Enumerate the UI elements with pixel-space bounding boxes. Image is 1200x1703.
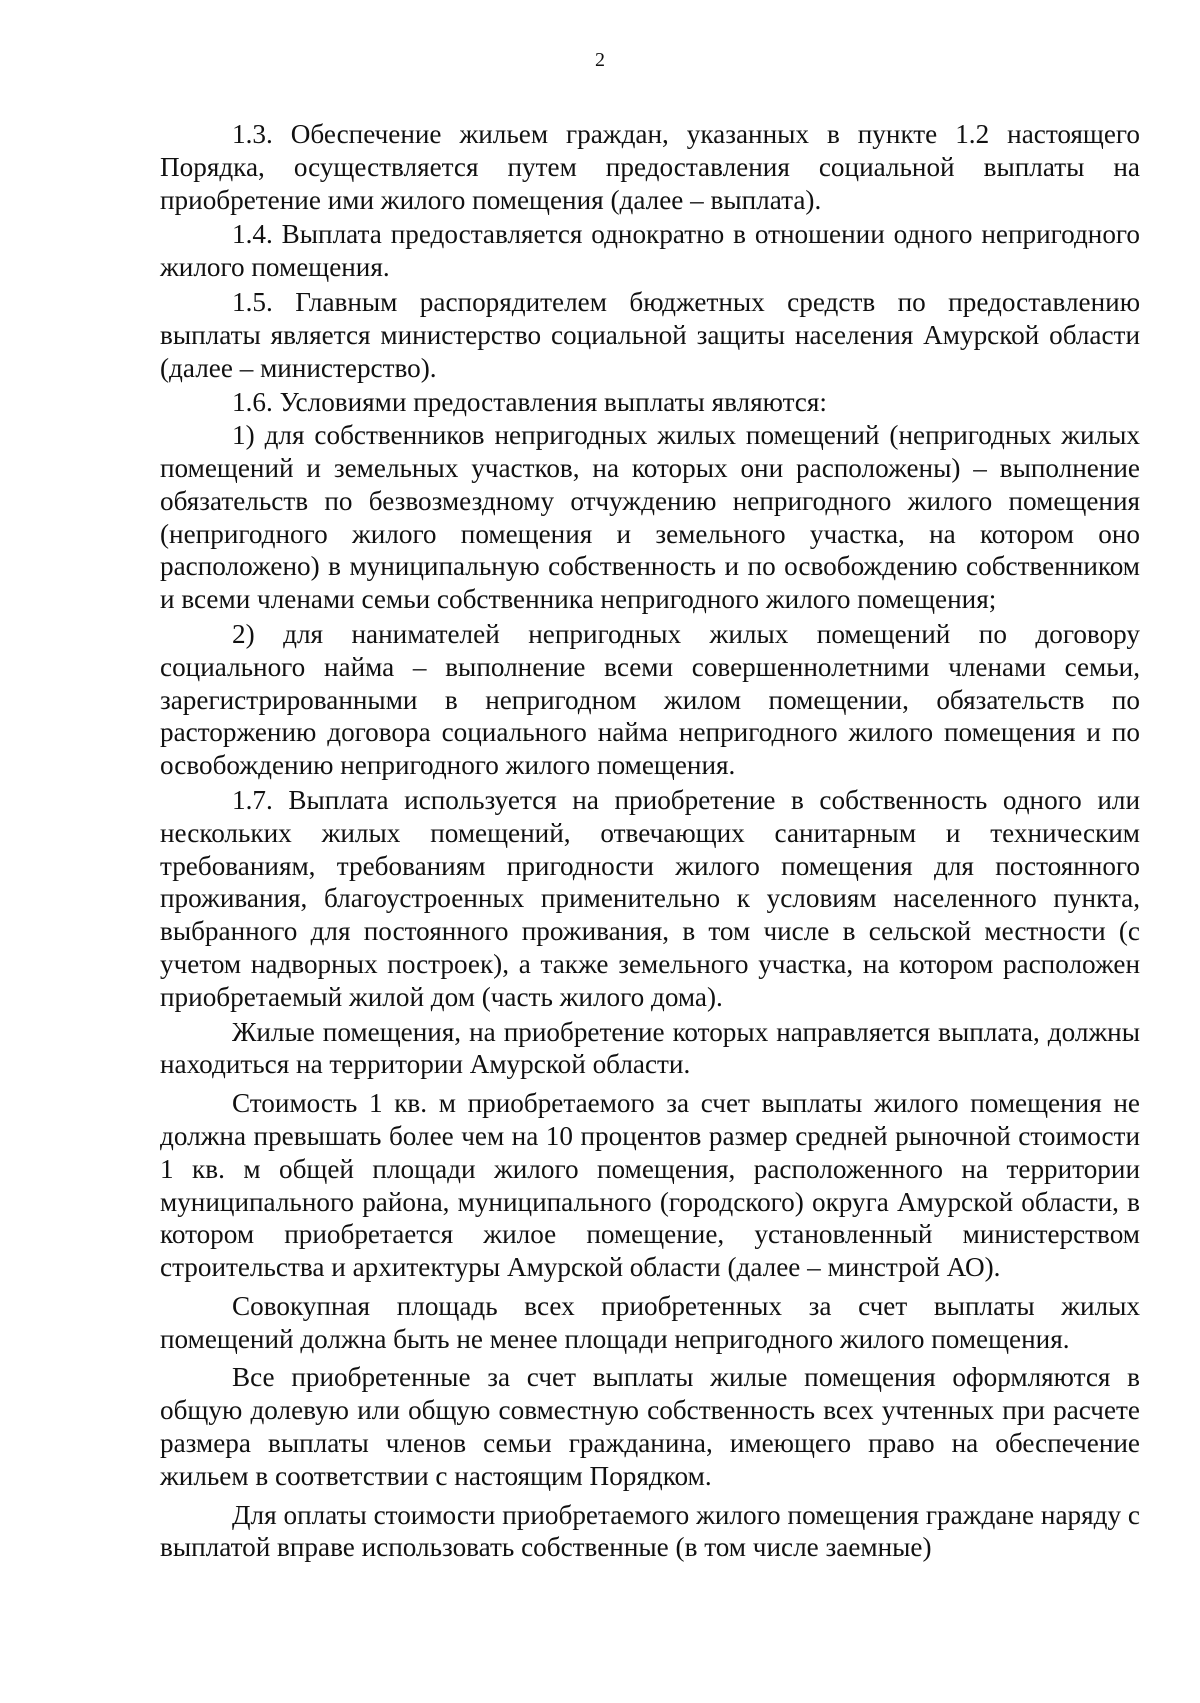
paragraph-total-area: Совокупная площадь всех приобретенных за счет выплаты жилых помещений должна быть не менее площади непригодного жилого помещения. [160, 1290, 1140, 1354]
paragraph-1-6-item-1: 1) для собственников непригодных жилых помещений (непригодных жилых помещений и земельных участков, на которых они расположены) – выполнение обязательств по безвозмездному отчуждению непригодного жилого помещения (непригодного жилого помещения и земельного участка, на котором оно расположено) в муниципальную собственность и по освобождению собственником и всеми членами семьи собственника непригодного жилого помещения; [160, 420, 1140, 615]
paragraph-1-6-item-2: 2) для нанимателей непригодных жилых помещений по договору социального найма – выполнение всеми совершеннолетними членами семьи, зарегистрированными в непригодном жилом помещении, обязательств по расторжению договора социального найма непригодного жилого помещения и по освобождению непригодного жилого помещения. [160, 618, 1140, 781]
paragraph-1-3: 1.3. Обеспечение жильем граждан, указанных в пункте 1.2 настоящего Порядка, осуществляется путем предоставления социальной выплаты на приобретение ими жилого помещения (далее – выплата). [160, 119, 1140, 215]
document-body [160, 118, 1140, 1564]
paragraph-1-6: 1.6. Условиями предоставления выплаты являются: [232, 387, 827, 418]
paragraph-own-funds: Для оплаты стоимости приобретаемого жилого помещения граждане наряду с выплатой вправе использовать собственные (в том числе заемные) [160, 1499, 1140, 1563]
page-number: 2 [595, 49, 605, 71]
paragraph-cost-limit: Стоимость 1 кв. м приобретаемого за счет выплаты жилого помещения не должна превышать более чем на 10 процентов размер средней рыночной стоимости 1 кв. м общей площади жилого помещения, расположенного на территории муниципального района, муниципального (городского) округа Амурской области, в котором приобретается жилое помещение, установленный министерством строительства и архитектуры Амурской области (далее – минстрой АО). [160, 1088, 1140, 1283]
paragraph-1-5: 1.5. Главным распорядителем бюджетных средств по предоставлению выплаты является министерство социальной защиты населения Амурской области (далее – министерство). [160, 286, 1140, 383]
paragraph-location: Жилые помещения, на приобретение которых направляется выплата, должны находиться на территории Амурской области. [160, 1016, 1140, 1080]
paragraph-ownership: Все приобретенные за счет выплаты жилые помещения оформляются в общую долевую или общую совместную собственность всех учтенных при расчете размера выплаты членов семьи гражданина, имеющего право на обеспечение жильем в соответствии с настоящим Порядком. [160, 1362, 1140, 1491]
paragraph-1-7: 1.7. Выплата используется на приобретение в собственность одного или нескольких жилых помещений, отвечающих санитарным и техническим требованиям, требованиям пригодности жилого помещения для постоянного проживания, благоустроенных применительно к условиям населенного пункта, выбранного для постоянного проживания, в том числе в сельской местности (с учетом надворных построек), а также земельного участка, на котором расположен приобретаемый жилой дом (часть жилого дома). [160, 784, 1140, 1012]
paragraph-1-4: 1.4. Выплата предоставляется однократно в отношении одного непригодного жилого помещения. [160, 219, 1140, 283]
